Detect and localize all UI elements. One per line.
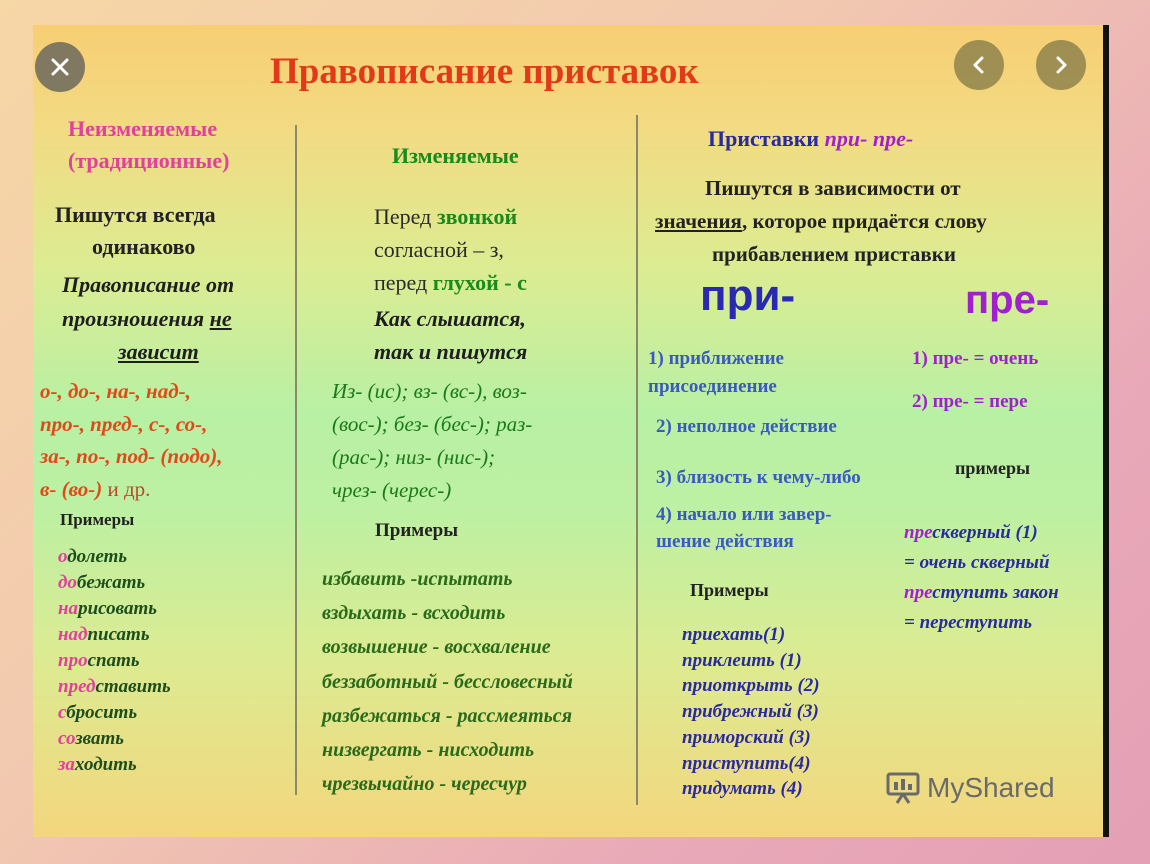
col1-example-stem: долеть: [67, 546, 128, 567]
col1-example-stem: спать: [87, 650, 140, 671]
presentation-icon: [885, 770, 921, 806]
col1-example-stem: бросить: [66, 702, 138, 723]
col3-desc-1: Пишутся в зависимости от: [705, 176, 961, 200]
pri-meaning-4: 4) начало или завер-: [656, 504, 832, 525]
col1-example: [58, 596, 171, 622]
col2-example: избавить -испытать: [322, 568, 513, 590]
pri-examples-label: Примеры: [690, 580, 769, 600]
logo-text: MyShared: [927, 772, 1055, 803]
myshared-logo: [885, 770, 1055, 806]
col1-example: [58, 752, 171, 778]
col1-example-prefix: о: [58, 546, 68, 567]
col1-example-stem: бежать: [76, 572, 146, 593]
close-icon: [48, 55, 72, 79]
col2-pair-line: (рас-); низ- (нис-);: [332, 445, 496, 469]
col2-rule-2: так и пишутся: [374, 339, 528, 364]
pre-example-stem: = переступить: [904, 612, 1033, 633]
col1-line-2: одинаково: [92, 234, 196, 259]
next-button[interactable]: [1036, 40, 1086, 90]
col1-heading-2: (традиционные): [68, 148, 230, 173]
col2-example: возвышение - восхваление: [322, 636, 551, 659]
col1-example-stem: рисовать: [78, 598, 157, 619]
col2-example: низвергать - нисходить: [322, 739, 535, 762]
col2-intro-line: Перед звонкой: [374, 204, 518, 229]
col1-example: [58, 648, 171, 674]
pri-example: приехать(1): [682, 624, 786, 645]
pre-example: [904, 548, 1059, 578]
col1-examples: [58, 544, 171, 778]
col1-examples-label: Примеры: [60, 510, 135, 529]
chevron-left-icon: [967, 53, 991, 77]
pre-example-stem: ступить закон: [932, 582, 1059, 603]
col2-example: беззаботный - бессловесный: [322, 670, 573, 693]
col2-example: разбежаться - рассмеяться: [322, 704, 572, 727]
pri-example: приступить(4): [682, 752, 811, 774]
close-button[interactable]: [35, 42, 85, 92]
col1-example: [58, 622, 171, 648]
pre-example-prefix: пре: [904, 582, 933, 603]
col1-prefix-line: про-, пред-, с-, со-,: [40, 411, 208, 436]
col1-example-stem: ходить: [74, 754, 137, 775]
pri-examples: [682, 622, 820, 802]
col1-example: [58, 700, 171, 726]
col2-intro-line: согласной – з,: [374, 237, 504, 262]
pri-example: прибрежный (3): [682, 701, 819, 723]
col1-example-prefix: над: [58, 624, 88, 645]
col1-example-stem: писать: [87, 624, 150, 645]
col1-prefix-line: о-, до-, на-, над-,: [40, 379, 191, 403]
col2-examples-label: Примеры: [375, 520, 459, 541]
pre-example: [904, 518, 1059, 548]
col1-example-prefix: за: [58, 754, 75, 775]
col1-example-stem: ставить: [95, 676, 171, 697]
prev-button[interactable]: [954, 40, 1004, 90]
col2-pair-line: (вос-); без- (бес-); раз-: [332, 412, 533, 436]
col2-examples: [322, 562, 573, 801]
col1-rule-2b: не: [209, 306, 232, 331]
pri-meaning-4b: шение действия: [656, 531, 794, 552]
pri-example: приморский (3): [682, 726, 811, 748]
col2-example: вздыхать - всходить: [322, 602, 506, 625]
col1-rule-2a: произношения: [62, 306, 210, 331]
pre-meaning-1: 1) пре- = очень: [912, 348, 1039, 369]
col1-rule-1: Правописание от: [62, 272, 235, 297]
col1-example-stem: звать: [75, 728, 124, 749]
col1-example: [58, 726, 171, 752]
chevron-right-icon: [1049, 53, 1073, 77]
col2-pair-line: Из- (ис); вз- (вс-), воз-: [332, 379, 527, 403]
col3-desc-2: значения, которое придаётся слову: [655, 209, 987, 233]
col1-example-prefix: до: [58, 572, 77, 593]
pre-examples: [904, 518, 1059, 638]
pri-example: придумать (4): [682, 778, 803, 800]
col1-rule-2: [62, 306, 232, 332]
col3-desc-3: прибавлением приставки: [712, 242, 956, 266]
pre-example-stem: скверный (1): [932, 522, 1038, 543]
col2-intro-line: перед глухой - с: [374, 270, 527, 295]
col1-prefix-line: в- (во-) и др.: [40, 476, 151, 501]
pre-example: [904, 578, 1059, 608]
pri-example: приоткрыть (2): [682, 675, 820, 697]
col3-heading: Приставки при- пре-: [708, 126, 914, 151]
col2-rule-1: Как слышатся,: [374, 306, 526, 331]
col1-line-1: Пишутся всегда: [55, 202, 216, 227]
col2-pairs: [332, 375, 532, 507]
col2-example: чрезвычайно - чересчур: [322, 773, 527, 796]
col1-example: [58, 674, 171, 700]
pri-example: приклеить (1): [682, 649, 802, 671]
col1-example: [58, 544, 171, 570]
col2-heading: Изменяемые: [392, 143, 519, 168]
col2-intro: [374, 200, 527, 299]
col1-prefix-line: за-, по-, под- (подо),: [40, 444, 223, 468]
col1-example-prefix: на: [58, 598, 79, 619]
pre-examples-label: примеры: [955, 458, 1031, 478]
col1-example: [58, 570, 171, 596]
pri-meaning-1: 1) приближение: [648, 348, 784, 369]
pre-example-stem: = очень скверный: [904, 552, 1050, 573]
pri-meaning-1b: присоединение: [648, 376, 777, 397]
frame-edge: [1103, 25, 1109, 837]
col1-rule-3: зависит: [118, 339, 199, 364]
pri-meaning-3: 3) близость к чему-либо: [656, 467, 861, 488]
col1-prefix-list: [40, 375, 222, 505]
col2-pair-line: чрез- (черес-): [332, 478, 452, 502]
pre-meaning-2: 2) пре- = пере: [912, 391, 1028, 412]
col3-pri: при-: [700, 271, 796, 320]
col1-heading-1: Неизменяемые: [68, 116, 218, 141]
col1-example-prefix: с: [58, 702, 67, 723]
pre-example: [904, 608, 1059, 638]
pri-meaning-2: 2) неполное действие: [656, 416, 837, 437]
col1-example-prefix: про: [58, 650, 88, 671]
divider-left: [295, 125, 297, 795]
divider-right: [636, 115, 638, 805]
col3-pre: пре-: [965, 278, 1050, 322]
col1-example-prefix: со: [58, 728, 76, 749]
col1-example-prefix: пред: [58, 676, 96, 697]
pre-example-prefix: пре: [904, 522, 933, 543]
slide-title: Правописание приставок: [270, 51, 699, 92]
